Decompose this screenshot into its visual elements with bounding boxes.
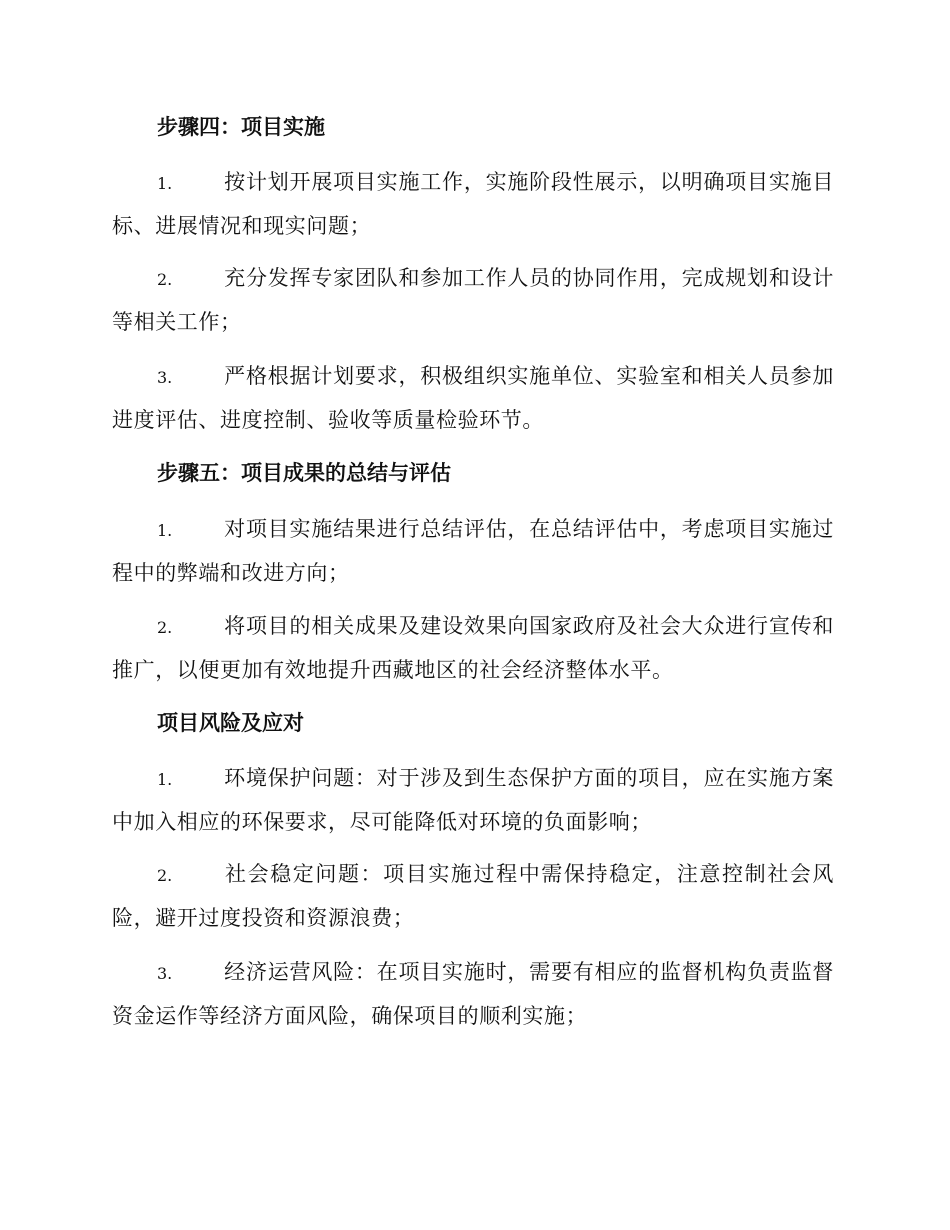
list-item xyxy=(112,257,834,343)
list-text: 经济运营风险：在项目实施时，需要有相应的监督机构负责监督资金运作等经济方面风险，确保项目的顺利实施； xyxy=(112,960,834,1028)
list-number: 1. xyxy=(157,174,173,193)
list-item xyxy=(112,508,834,594)
list-item xyxy=(112,951,834,1037)
list-number: 1. xyxy=(157,521,173,540)
list-item xyxy=(112,853,834,939)
list-text: 对项目实施结果进行总结评估，在总结评估中，考虑项目实施过程中的弊端和改进方向； xyxy=(112,517,834,585)
list-item xyxy=(112,355,834,441)
list-number: 2. xyxy=(157,270,173,289)
list-item xyxy=(112,605,834,691)
list-number: 3. xyxy=(157,368,173,387)
list-text: 社会稳定问题：项目实施过程中需保持稳定，注意控制社会风险，避开过度投资和资源浪费； xyxy=(112,862,834,930)
list-text: 充分发挥专家团队和参加工作人员的协同作用，完成规划和设计等相关工作； xyxy=(112,266,834,334)
list-text: 将项目的相关成果及建设效果向国家政府及社会大众进行宣传和推广，以便更加有效地提升西藏地区的社会经济整体水平。 xyxy=(112,614,834,682)
list-number: 2. xyxy=(157,866,173,885)
section-heading-risks: 项目风险及应对 xyxy=(157,710,304,735)
list-number: 2. xyxy=(157,618,173,637)
list-number: 1. xyxy=(157,770,173,789)
list-item xyxy=(112,161,834,247)
list-number: 3. xyxy=(157,964,173,983)
section-heading-step4: 步骤四：项目实施 xyxy=(157,114,325,139)
list-item xyxy=(112,757,834,843)
list-text: 按计划开展项目实施工作，实施阶段性展示，以明确项目实施目标、进展情况和现实问题； xyxy=(112,170,834,238)
list-text: 严格根据计划要求，积极组织实施单位、实验室和相关人员参加进度评估、进度控制、验收等质量检验环节。 xyxy=(112,364,834,432)
section-heading-step5: 步骤五：项目成果的总结与评估 xyxy=(157,460,451,485)
list-text: 环境保护问题：对于涉及到生态保护方面的项目，应在实施方案中加入相应的环保要求，尽可能降低对环境的负面影响； xyxy=(112,766,834,834)
